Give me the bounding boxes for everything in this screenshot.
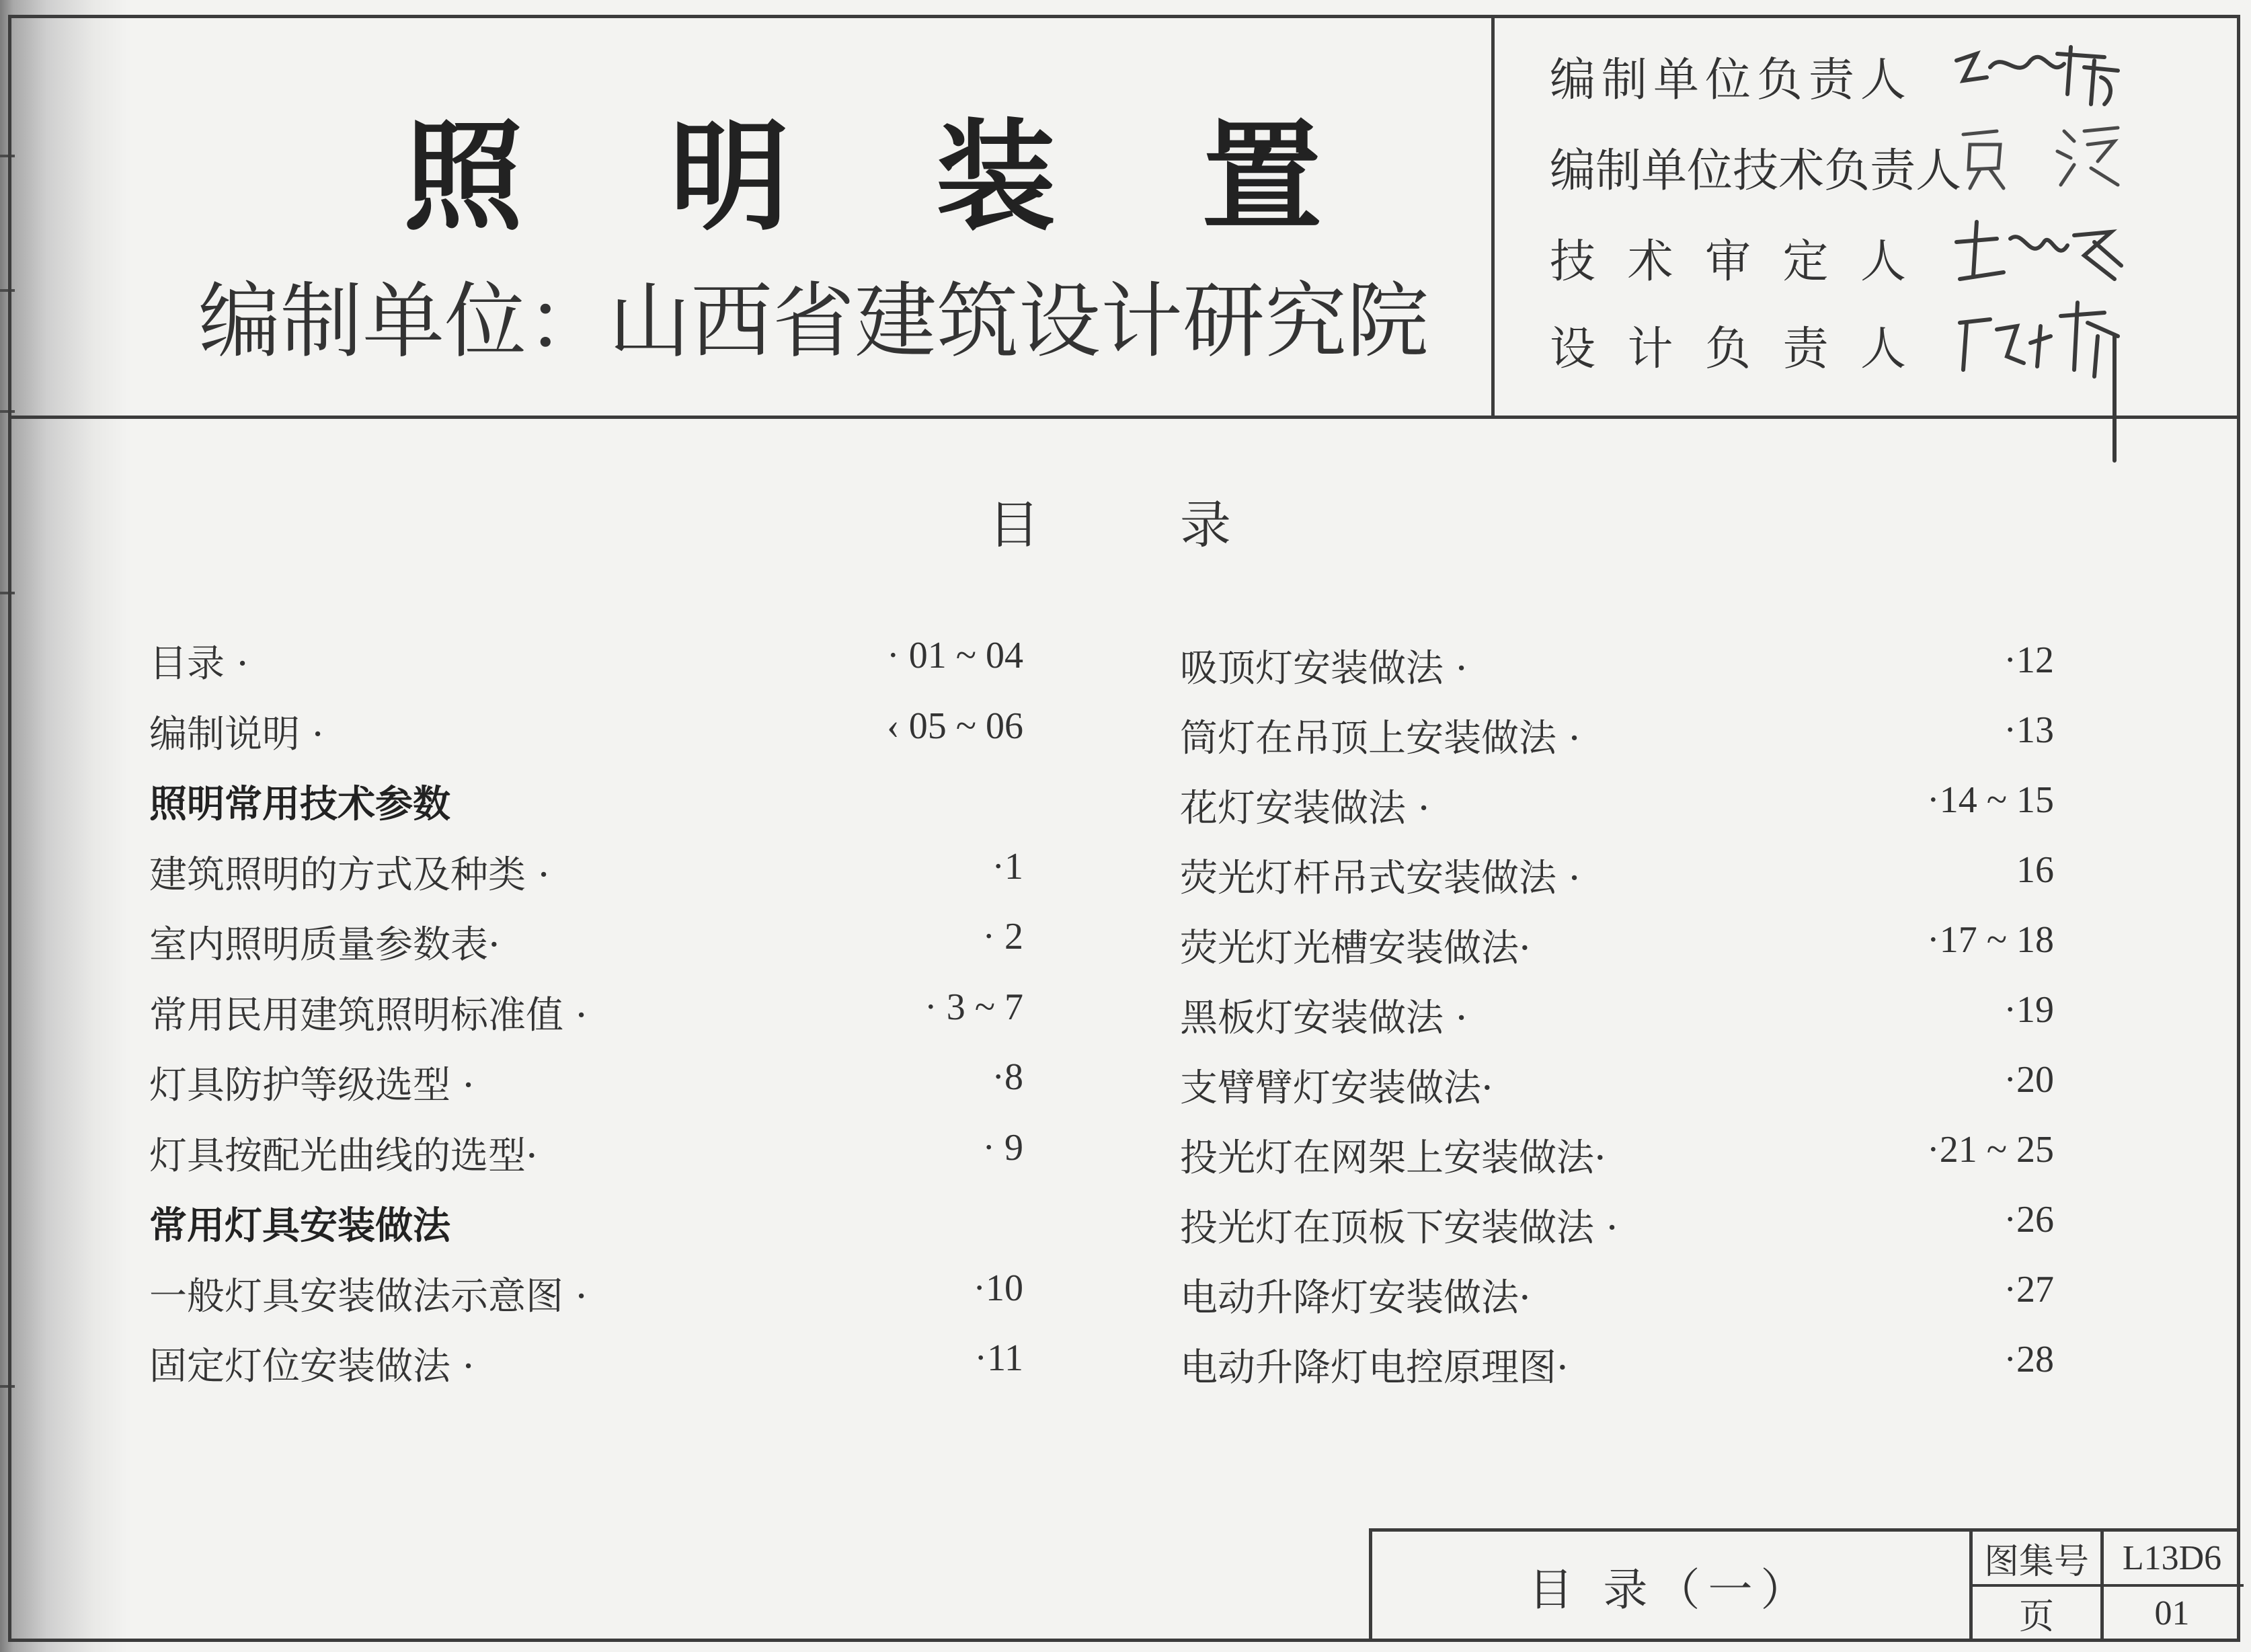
- resp-row-tech-reviewer: 技 术 审 定 人: [1550, 235, 1906, 288]
- signature-unit-head: [1950, 40, 2125, 114]
- toc-item[interactable]: 常用民用建筑照明标准值 · · 3 ~ 7: [149, 986, 1023, 1037]
- org-name: 山西省建筑设计研究院: [608, 274, 1429, 369]
- toc-item[interactable]: 编制说明 · ‹ 05 ~ 06: [149, 705, 1023, 756]
- toc-section-heading: 常用灯具安装做法: [149, 1204, 450, 1248]
- resp-row-design-head: 设 计 负 责 人: [1550, 323, 1906, 376]
- toc-item[interactable]: 灯具按配光曲线的选型· · 9: [149, 1127, 1023, 1178]
- toc-item[interactable]: 电动升降灯安装做法· ·27: [1180, 1269, 2054, 1320]
- atlas-number-label: 图集号: [1983, 1541, 2089, 1582]
- toc-item[interactable]: 目录 · · 01 ~ 04: [149, 635, 1023, 686]
- toc-item[interactable]: 室内照明质量参数表· · 2: [149, 916, 1023, 967]
- toc-item[interactable]: 电动升降灯电控原理图· ·28: [1180, 1339, 2054, 1390]
- page-number: 01: [2154, 1594, 2190, 1633]
- toc-section-heading: 照明常用技术参数: [149, 783, 450, 826]
- header-divider: [8, 416, 2240, 419]
- toc-item[interactable]: 投光灯在顶板下安装做法 · ·26: [1180, 1199, 2054, 1250]
- toc-item[interactable]: 建筑照明的方式及种类 · ·1: [149, 846, 1023, 897]
- toc-item[interactable]: 一般灯具安装做法示意图 · ·10: [149, 1267, 1023, 1319]
- toc-item[interactable]: 筒灯在吊顶上安装做法 · ·13: [1180, 709, 2054, 760]
- toc-item[interactable]: 花灯安装做法 · ·14 ~ 15: [1180, 779, 2054, 830]
- atlas-number: L13D6: [2122, 1538, 2222, 1577]
- toc-item[interactable]: 投光灯在网架上安装做法· ·21 ~ 25: [1180, 1129, 2054, 1180]
- title-block: [1369, 1528, 2240, 1639]
- org-label: 编制单位：: [198, 274, 608, 369]
- header-vertical-divider: [1491, 15, 1495, 418]
- resp-row-unit-head: 编 制 单 位 负 责 人: [1550, 54, 1906, 107]
- toc-item[interactable]: 吸顶灯安装做法 · ·12: [1180, 639, 2054, 691]
- sheet-title: 目 录（一）: [1528, 1563, 1813, 1616]
- toc-heading-right: 录: [1180, 495, 1231, 555]
- page-title: 照 明 装 置: [403, 108, 1374, 247]
- page-label: 页: [2018, 1596, 2054, 1637]
- toc-heading-left: 目: [988, 495, 1039, 555]
- compiling-organization: [198, 255, 1429, 373]
- toc-item[interactable]: 固定灯位安装做法 · ·11: [149, 1337, 1023, 1388]
- toc-item[interactable]: 荧光灯杆吊式安装做法 · 16: [1180, 849, 2054, 900]
- toc-item[interactable]: 荧光灯光槽安装做法· ·17 ~ 18: [1180, 919, 2054, 970]
- signature-tech-reviewer: [1950, 215, 2125, 289]
- resp-row-unit-tech-head: 编 制 单 位 技 术 负 责 人: [1550, 145, 1962, 198]
- toc-item[interactable]: 黑板灯安装做法 · ·19: [1180, 989, 2054, 1040]
- signature-design-head: [1950, 296, 2125, 464]
- toc-item[interactable]: 支臂臂灯安装做法· ·20: [1180, 1059, 2054, 1110]
- signature-unit-tech-head: [1950, 121, 2125, 195]
- toc-item[interactable]: 灯具防护等级选型 · ·8: [149, 1056, 1023, 1107]
